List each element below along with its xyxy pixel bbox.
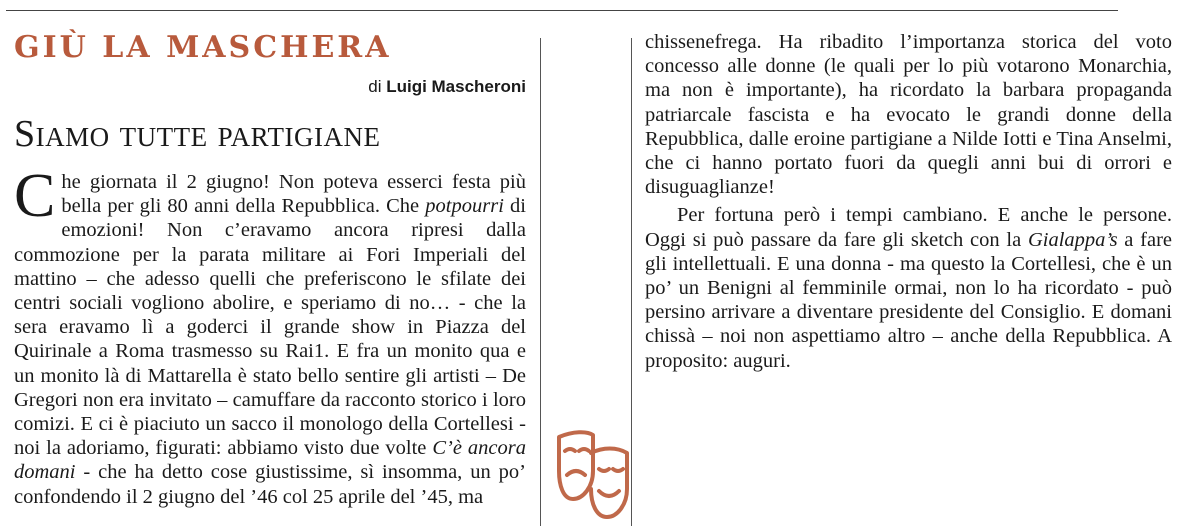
drop-cap: C — [14, 162, 56, 230]
author-name: Luigi Mascheroni — [386, 77, 526, 96]
article-paragraph-1-continued: chissenefrega. Ha ribadito l’importanza storica del voto concesso alle donne (le quali per lo più votarono Monarchia, ma non è importante), ha ricordato la barbara propaganda patriarcale fascista e ha evocato le grandi donne della Repubblica, dalle eroine partigiane a Nilde Iotti e Tina Anselmi, che ci hanno portato fuori da quegli anni bui di orrori e disuguaglianze! — [645, 31, 1172, 199]
left-column — [14, 30, 526, 509]
byline — [14, 76, 526, 98]
article-headline: Siamo tutte partigiane — [14, 113, 381, 155]
column-divider-left — [540, 38, 541, 526]
right-column — [645, 30, 1172, 373]
theater-masks-icon — [553, 427, 633, 522]
article-paragraph-2: Per fortuna però i tempi cambiano. E anche le persone. Oggi si può passare da fare gli sketch con la Gialappa’s a fare gli intellettuali. E una donna - ma questo la Cortellesi, che è un po’ un Benigni al femminile ormai, non lo ha ricordato - può persino arrivare a diventare presidente del Consiglio. E domani chissà – noi non aspettiamo altro – anche della Repubblica. A proposito: auguri. — [645, 204, 1173, 372]
byline-prefix: di — [368, 77, 387, 96]
column-title: GIÙ LA MASCHERA — [14, 30, 392, 65]
top-rule — [6, 10, 1118, 11]
article-paragraph-1: Che giornata il 2 giugno! Non poteva esserci festa più bella per gli 80 anni della Repubblica. Che potpourri di emozioni! Non c’eravamo ancora ripresi dalla commozione per la parata militare ai Fori Imperiali del mattino – che adesso quelli che preferiscono le sfilate dei centri sociali vogliono abolire, e speriamo di no… - che la sera eravamo lì a goderci il grande show in Piazza del Quirinale a Roma trasmesso su Rai1. E fra un monito qua e un monito là di Mattarella è stato bello sentire gli artisti – De Gregori non era invitato – camuffare da racconto storico i loro comizi. E ci è piaciuto un sacco il monologo della Cortellesi - noi la adoriamo, figurati: abbiamo visto due volte C’è ancora domani - che ha detto cose giustissime, sì insomma, un po’ confondendo il 2 giugno del ’46 col 25 aprile del ’45, ma — [14, 162, 526, 508]
